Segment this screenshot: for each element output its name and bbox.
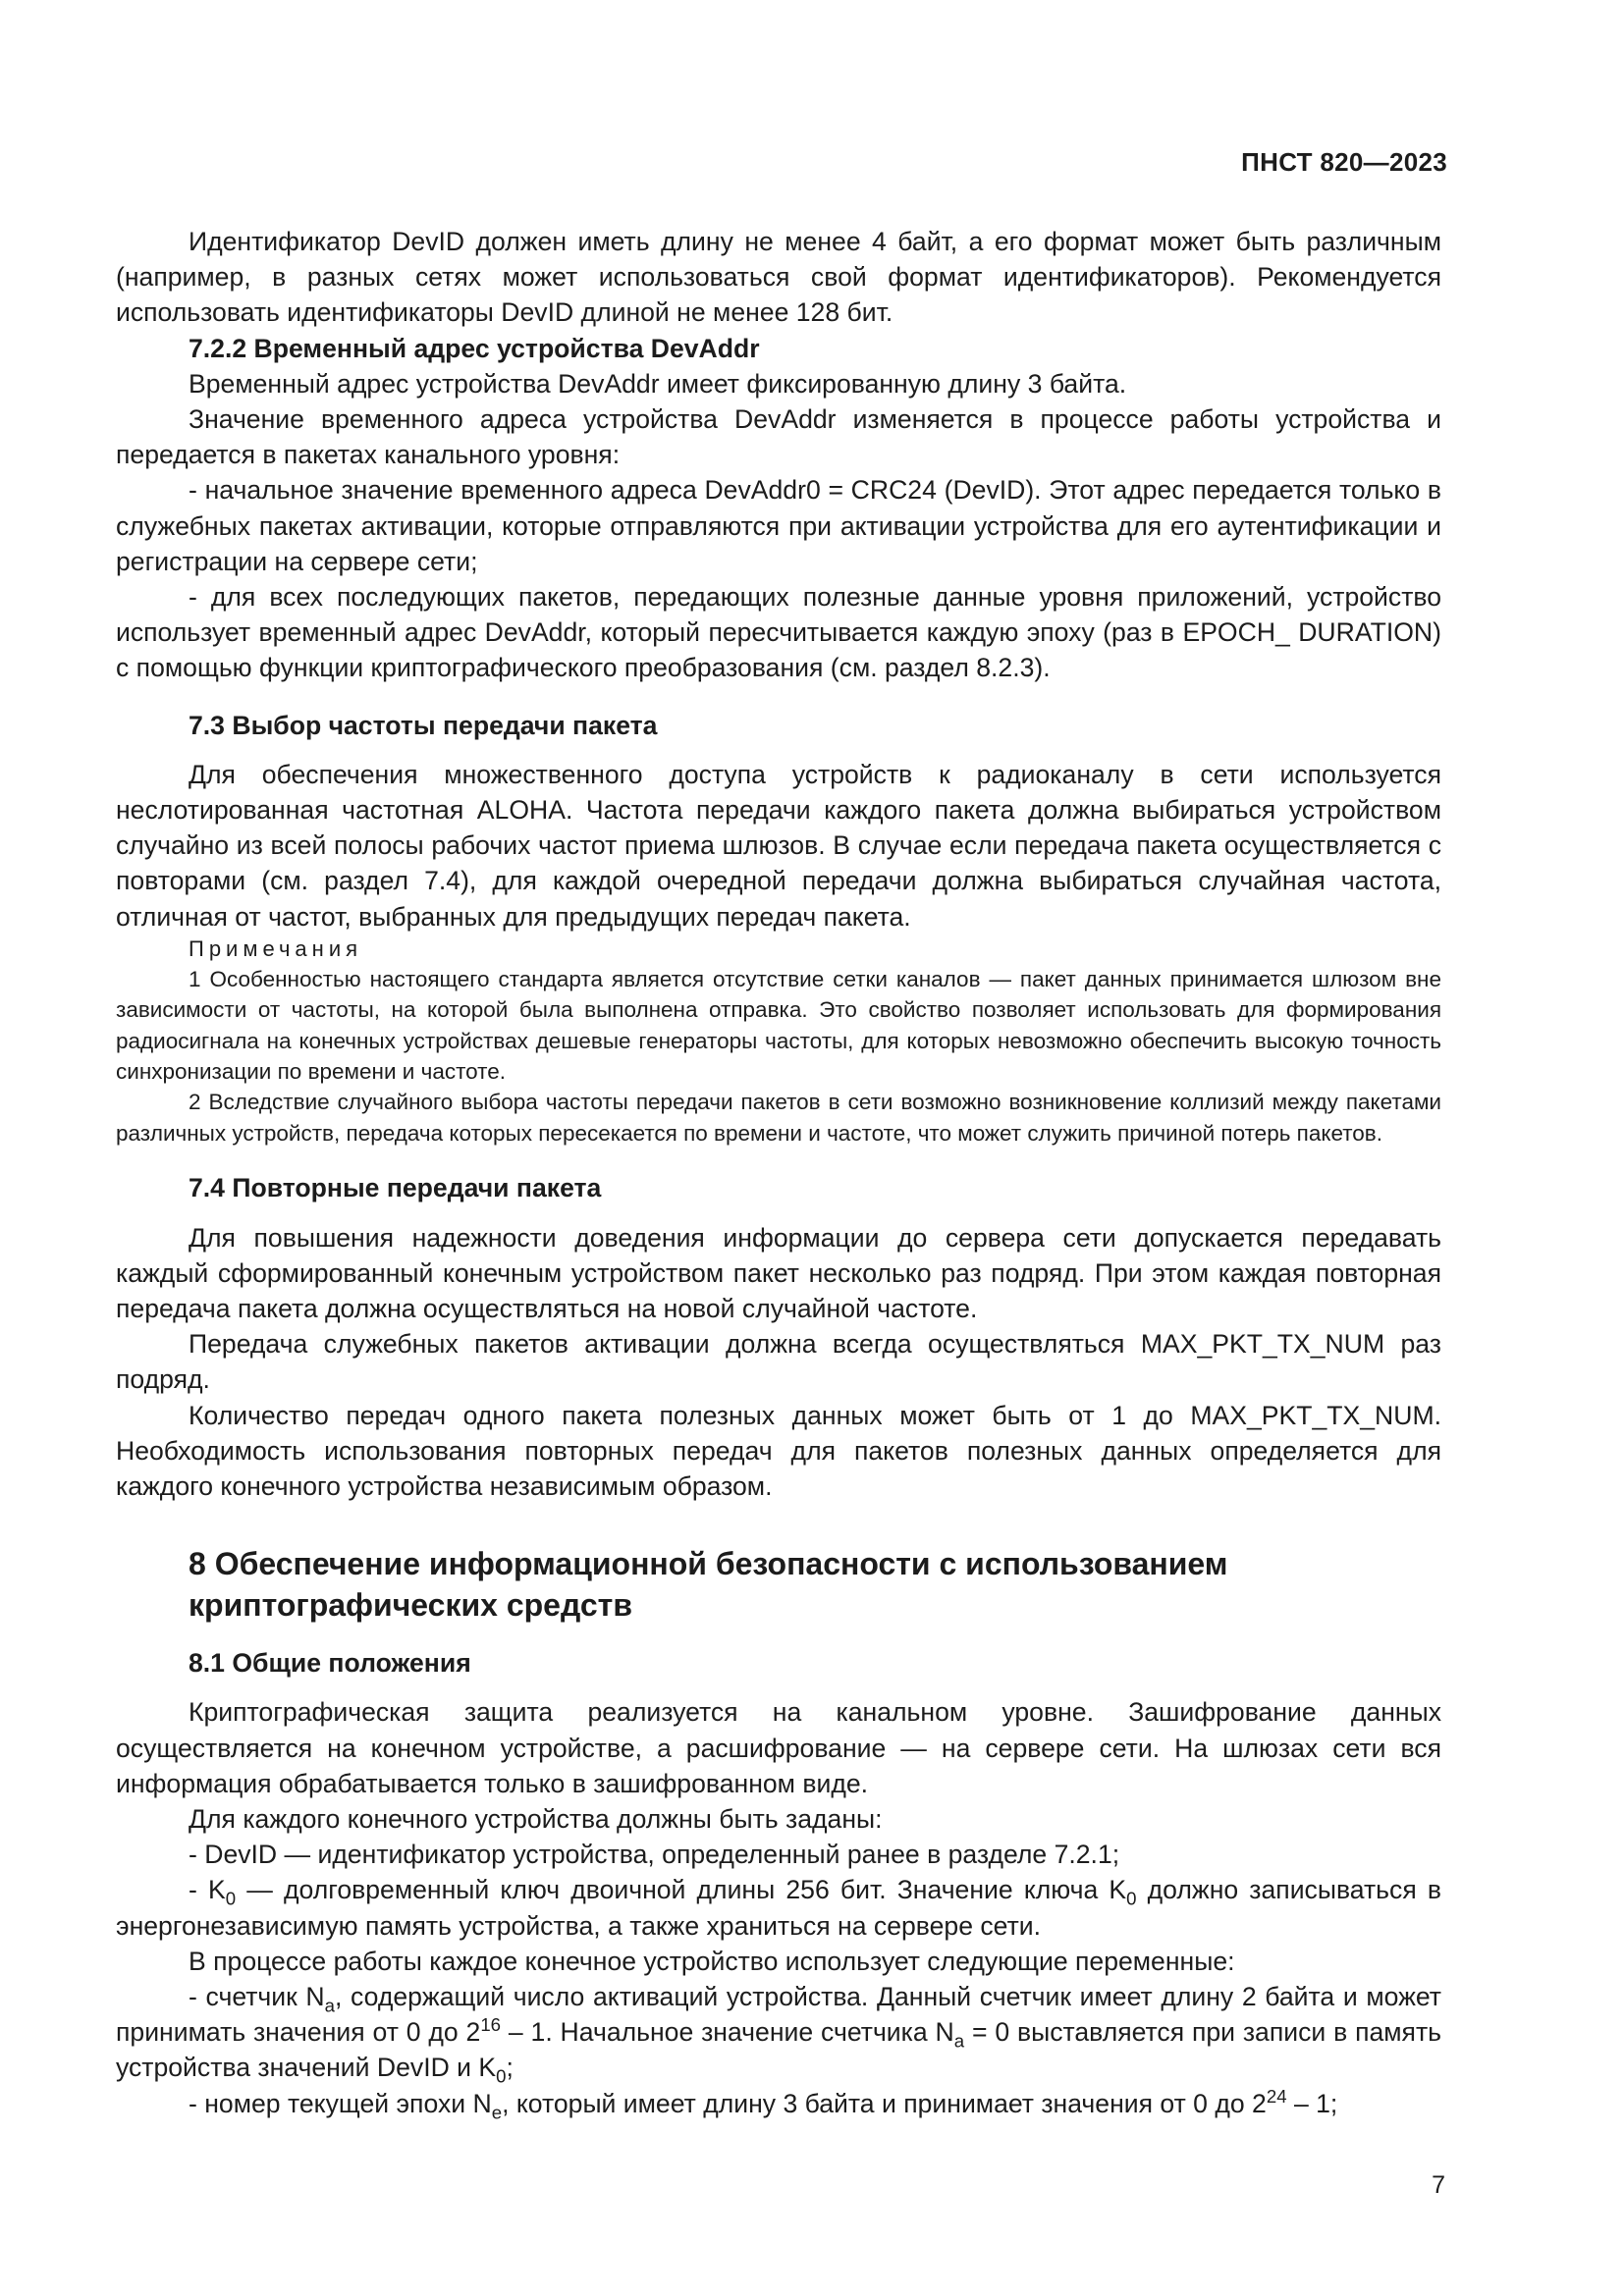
paragraph: Временный адрес устройства DevAddr имеет фиксированную длину 3 байта. — [189, 368, 1127, 399]
paragraph: Количество передач одного пакета полезных данных может быть от 1 до MAX_PKT_TX_NUM. Необходимость использования повторных передач для пакетов полезных данных определяется для каждого конечного устройства независимым образом. — [116, 1400, 1441, 1501]
heading-section-8: 8 Обеспечение информационной безопасности с использованием криптографических средств — [189, 1546, 1228, 1624]
paragraph: Криптографическая защита реализуется на канальном уровне. Зашифрование данных осуществляется на конечном устройстве, а расшифрование — на сервере сети. На шлюзах сети вся информация обрабатывается только в зашифрованном виде. — [116, 1697, 1441, 1798]
paragraph: Передача служебных пакетов активации должна всегда осуществляться MAX_PKT_TX_NUM раз подряд. — [116, 1329, 1441, 1395]
list-item-k0: - $K_0$ — долговременный ключ двоичной длины 256 бит. Значение ключа $K_0$ должно записываться в энергонезависимую память устройства, а также храниться на сервере сети. — [116, 1875, 1442, 1941]
notes-heading: Примечания — [189, 935, 363, 961]
note-2: 2 Вследствие случайного выбора частоты передачи пакетов в сети возможно возникновение коллизий между пакетами различных устройств, передача которых пересекается по времени и частоте, что может служить причиной потерь пакетов. — [116, 1090, 1441, 1146]
paragraph: Для повышения надежности доведения информации до сервера сети допускается передавать каждый сформированный конечным устройством пакет несколько раз подряд. При этом каждая повторная передача пакета должна осуществляться на новой случайной частоте. — [116, 1222, 1441, 1323]
list-item: - начальное значение временного адреса DevAddr0 = CRC24 (DevID). Этот адрес передается только в служебных пакетах активации, которые отправляются при активации устройства для его аутентификации и регистрации на сервере сети; — [116, 475, 1441, 576]
heading-7-3: 7.3 Выбор частоты передачи пакета — [189, 710, 658, 740]
paragraph: Для каждого конечного устройства должны быть заданы: — [189, 1803, 883, 1834]
document-code: ПНСТ 820—2023 — [1241, 147, 1447, 177]
paragraph-devid: Идентификатор DevID должен иметь длину не менее 4 байт, а его формат может быть различным (например, в разных сетях может использоваться свой формат идентификаторов). Рекомендуется использовать идентификаторы DevID длиной не менее 128 бит. — [116, 227, 1441, 328]
page-content — [116, 224, 1441, 2121]
heading-7-4: 7.4 Повторные передачи пакета — [189, 1173, 602, 1203]
paragraph: Значение временного адреса устройства DevAddr изменяется в процессе работы устройства и передается в пакетах канального уровня: — [116, 404, 1441, 470]
page-number: 7 — [1432, 2171, 1445, 2199]
list-item-na: - счетчик $N_a$, содержащий число активаций устройства. Данный счетчик имеет длину 2 байта и может принимать значения от 0 до $2^{16} - 1$. Начальное значение счетчика $N_a = 0$ выставляется при записи в память устройства значений DevID и $K_0$; — [116, 1981, 1441, 2087]
paragraph: Для обеспечения множественного доступа устройств к радиоканалу в сети используется неслотированная частотная ALOHA. Частота передачи каждого пакета должна выбираться устройством случайно из всей полосы рабочих частот приема шлюзов. В случае если передача пакета осуществляется с повторами (см. раздел 7.4), для каждой очередной передачи должна выбираться случайная частота, отличная от частот, выбранных для предыдущих передач пакета. — [116, 759, 1441, 932]
note-1: 1 Особенностью настоящего стандарта является отсутствие сетки каналов — пакет данных принимается шлюзом вне зависимости от частоты, на которой была выполнена отправка. Это свойство позволяет использовать для формирования радиосигнала на конечных устройствах дешевые генераторы частоты, для которых невозможно обеспечить высокую точность синхронизации по времени и частоте. — [116, 966, 1441, 1085]
heading-7-2-2: 7.2.2 Временный адрес устройства DevAddr — [189, 333, 760, 363]
paragraph: В процессе работы каждое конечное устройство использует следующие переменные: — [189, 1946, 1235, 1976]
heading-8-1: 8.1 Общие положения — [189, 1648, 471, 1679]
list-item: - для всех последующих пакетов, передающих полезные данные уровня приложений, устройство использует временный адрес DevAddr, который пересчитывается каждую эпоху (раз в EPOCH_ DURATION) с помощью функции криптографического преобразования (см. раздел 8.2.3). — [116, 582, 1441, 683]
list-item-ne: - номер текущей эпохи $N_e$, который имеет длину 3 байта и принимает значения от 0 до $2^{24} - 1$; — [189, 2085, 1338, 2122]
list-item: - DevID — идентификатор устройства, определенный ранее в разделе 7.2.1; — [189, 1840, 1120, 1870]
